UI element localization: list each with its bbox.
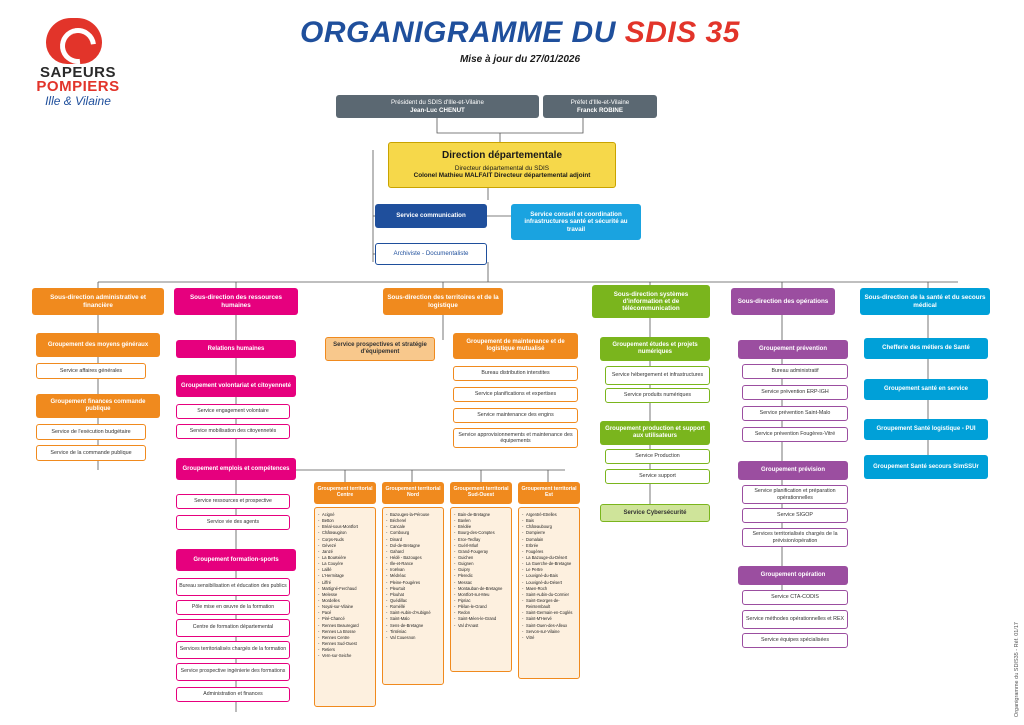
service-support[interactable]: Service support	[605, 469, 710, 484]
service-produits-numeriques[interactable]: Service produits numériques	[605, 388, 710, 403]
centre-formation-departemental[interactable]: Centre de formation départemental	[176, 619, 290, 637]
commune-item: - Louvigné-du-Bais	[522, 573, 576, 579]
commune-item: - Sens-de-Bretagne	[386, 623, 440, 629]
sidebar-item-sous-direction-territoires[interactable]: Sous-direction des territoires et de la logistique	[383, 288, 503, 315]
commune-item: - Guichen	[454, 555, 508, 561]
commune-item: - Médréac	[386, 573, 440, 579]
commune-item: - Laillé	[318, 567, 372, 573]
president-line2: Jean-Luc CHENUT	[410, 106, 465, 114]
commune-item: - Gahard	[386, 549, 440, 555]
commune-item: - Pipriac	[454, 598, 508, 604]
groupement-territorial-est-communes	[518, 507, 580, 679]
service-prevention-fougeres-vitre[interactable]: Service prévention Fougères-Vitré	[742, 427, 848, 442]
title-main: ORGANIGRAMME DU	[300, 16, 625, 49]
sidebar-item-sous-direction-rh[interactable]: Sous-direction des ressources humaines	[174, 288, 298, 315]
commune-item: - Combourg	[386, 530, 440, 536]
commune-item: - Plélan-le-Grand	[454, 604, 508, 610]
commune-item: - Pleurtuit	[386, 586, 440, 592]
groupement-moyens-generaux[interactable]: Groupement des moyens généraux	[36, 333, 160, 357]
service-cta-codis[interactable]: Service CTA-CODIS	[742, 590, 848, 605]
service-conseil-box: Service conseil et coordination infrastructures santé et sécurité au travail	[511, 204, 641, 240]
prefet-box	[543, 95, 657, 118]
commune-item: - Pleine-Fougères	[386, 580, 440, 586]
commune-item: - Dinard	[386, 537, 440, 543]
service-prospective-ingenierie[interactable]: Service prospective ingénierie des formations	[176, 663, 290, 681]
service-prospectives-strategie[interactable]: Service prospectives et stratégie d'équipement	[325, 337, 435, 361]
commune-item: - Melesse	[318, 592, 372, 598]
commune-item: - Piré-Chancé	[318, 616, 372, 622]
commune-item: - Châteaugiron	[318, 530, 372, 536]
chefferie-metiers-sante[interactable]: Chefferie des métiers de Santé	[864, 338, 988, 359]
commune-item: - Dompierre	[522, 530, 576, 536]
commune-item: - Bécherel	[386, 518, 440, 524]
commune-item: - Hédé - Bazouges	[386, 555, 440, 561]
prefet-line2: Franck ROBINE	[576, 106, 624, 114]
service-equipes-specialisees[interactable]: Service équipes spécialisées	[742, 633, 848, 648]
service-engagement-volontaire[interactable]: Service engagement volontaire	[176, 404, 290, 419]
sidebar-item-sous-direction-operations[interactable]: Sous-direction des opérations	[731, 288, 835, 315]
commune-item: - Acigné	[318, 512, 372, 518]
service-commande-publique[interactable]: Service de la commande publique	[36, 445, 146, 461]
commune-item: - Maen-Roch	[522, 586, 576, 592]
groupement-formation-sports[interactable]: Groupement formation-sports	[176, 549, 296, 571]
commune-item: - Saint-Malo	[386, 616, 440, 622]
commune-item: - Retiers	[318, 647, 372, 653]
commune-item: - Vitré	[522, 635, 576, 641]
sidebar-item-sous-direction-administrative[interactable]: Sous-direction administrative et financière	[32, 288, 164, 315]
groupement-sante-logistique-pui[interactable]: Groupement Santé logistique - PUI	[864, 419, 988, 440]
commune-item: - Dol-de-Bretagne	[386, 543, 440, 549]
flame-icon	[46, 18, 102, 64]
commune-item: - Ille-et-Rance	[386, 561, 440, 567]
commune-item: - Val d'Anast	[454, 623, 508, 629]
commune-item: - Cancale	[386, 524, 440, 530]
commune-item: - Rennes Sud-Ouest	[318, 641, 372, 647]
side-note: Organigramme du SDIS35 - Réf. 01/17	[1014, 621, 1020, 717]
service-hebergement-infrastructures[interactable]: Service hébergement et infrastructures	[605, 366, 710, 385]
president-line1: Président du SDIS d'Ille-et-Vilaine	[391, 99, 484, 107]
commune-item: - Guérl-Mlurl	[454, 543, 508, 549]
prefet-line1: Préfet d'Ille-et-Vilaine	[570, 99, 630, 107]
commune-item: - Quédillac	[386, 598, 440, 604]
service-methodes-operationnelles-rex[interactable]: Service méthodes opérationnelles et REX	[742, 610, 848, 629]
services-territorialises-formation[interactable]: Services territorialisés chargés de la formation	[176, 641, 290, 659]
commune-item: - Noyal-sur-Vilaine	[318, 604, 372, 610]
commune-item: - La Guerche-de-Bretagne	[522, 561, 576, 567]
page-title	[200, 16, 840, 65]
commune-item: - Domalain	[522, 537, 576, 543]
commune-item: - Erce-Tecllay	[454, 537, 508, 543]
logo-line2: POMPIERS	[36, 78, 120, 95]
commune-item: - Tinténiac	[386, 629, 440, 635]
commune-item: - Le Pertre	[522, 567, 576, 573]
commune-item: - Gévezé	[318, 543, 372, 549]
commune-item: - Bréal-sous-Montfort	[318, 524, 372, 530]
service-sigop[interactable]: Service SIGOP	[742, 508, 848, 523]
groupement-sante-secours-simssur[interactable]: Groupement Santé secours SimSSUr	[864, 455, 988, 479]
groupement-territorial-sud-ouest-header[interactable]: Groupement territorial Sud-Ouest	[450, 482, 512, 504]
commune-item: - La Couyère	[318, 561, 372, 567]
direction-line2: Colonel Mathieu MALFAIT Directeur départemental adjoint	[413, 172, 591, 180]
groupement-territorial-centre-header[interactable]: Groupement territorial Centre	[314, 482, 376, 504]
commune-item: - Montauban-de-Bretagne	[454, 586, 508, 592]
commune-item: - Saint-Aubin-du-Cormier	[522, 592, 576, 598]
commune-item: - Pacé	[318, 610, 372, 616]
commune-item: - Guipry	[454, 567, 508, 573]
commune-item: - Redon	[454, 610, 508, 616]
service-production[interactable]: Service Production	[605, 449, 710, 464]
sidebar-item-sous-direction-si[interactable]: Sous-direction systèmes d'information et de télécommunication	[592, 285, 710, 318]
archiviste-box: Archiviste - Documentaliste	[375, 243, 487, 265]
service-prevention-saint-malo[interactable]: Service prévention Saint-Malo	[742, 406, 848, 421]
commune-item: - Rennes La Brosse	[318, 629, 372, 635]
groupement-sante-en-service[interactable]: Groupement santé en service	[864, 379, 988, 400]
groupement-territorial-nord-header[interactable]: Groupement territorial Nord	[382, 482, 444, 504]
service-ressources-prospective[interactable]: Service ressources et prospective	[176, 494, 290, 509]
groupement-territorial-centre-communes	[314, 507, 376, 707]
commune-item: - Bourg-des-Comptes	[454, 530, 508, 536]
service-mobilisation-citoyennetes[interactable]: Service mobilisation des citoyennetés	[176, 424, 290, 439]
commune-item: - Bain-de-Bretagne	[454, 512, 508, 518]
sidebar-item-sous-direction-sante[interactable]: Sous-direction de la santé et du secours médical	[860, 288, 990, 315]
groupement-etudes-projets-numeriques[interactable]: Groupement études et projets numériques	[600, 337, 710, 361]
commune-item: - Pleredic	[454, 573, 508, 579]
commune-item: - Guignen	[454, 561, 508, 567]
direction-title: Direction départementale	[441, 150, 563, 162]
commune-item: - Janzé	[318, 549, 372, 555]
commune-item: - Bazouges-la-Pérouse	[386, 512, 440, 518]
title-accent: SDIS 35	[624, 16, 740, 49]
pole-mise-en-oeuvre-formation[interactable]: Pôle mise en œuvre de la formation	[176, 600, 290, 615]
commune-item: - L'Hermitage	[318, 573, 372, 579]
commune-item: - Saint-Aubin-d'Aubigné	[386, 610, 440, 616]
commune-item: - Fougères	[522, 549, 576, 555]
service-communication-box: Service communication	[375, 204, 487, 228]
service-affaires-generales[interactable]: Service affaires générales	[36, 363, 146, 379]
page-subtitle: Mise à jour du 27/01/2026	[459, 54, 581, 65]
commune-item: - Louvigné-du-Désert	[522, 580, 576, 586]
groupement-territorial-est-header[interactable]: Groupement territorial Est	[518, 482, 580, 504]
groupement-production-support[interactable]: Groupement production et support aux utilisateurs	[600, 421, 710, 445]
commune-item: - Brédée	[454, 524, 508, 530]
commune-item: - Saint-Ouen-des-Alleux	[522, 623, 576, 629]
direction-departementale-box	[388, 142, 616, 188]
groupement-prevention[interactable]: Groupement prévention	[738, 340, 848, 359]
commune-item: - La Bouëxière	[318, 555, 372, 561]
commune-item: - La Bazouge-du-Désert	[522, 555, 576, 561]
commune-item: - Erbrée	[522, 543, 576, 549]
commune-item: - Argentré-Etrelles	[522, 512, 576, 518]
service-planification-preparation-operationnelles[interactable]: Service planification et préparation opérationnelles	[742, 485, 848, 504]
service-execution-budgetaire[interactable]: Service de l'exécution budgétaire	[36, 424, 146, 440]
groupement-finances-commande-publique[interactable]: Groupement finances commande publique	[36, 394, 160, 418]
commune-item: - Plouhat	[386, 592, 440, 598]
service-vie-des-agents[interactable]: Service vie des agents	[176, 515, 290, 530]
commune-item: - Liffré	[318, 580, 372, 586]
bureau-distribution-interstites[interactable]: Bureau distribution interstites	[453, 366, 578, 381]
commune-item: - Bavlen	[454, 518, 508, 524]
commune-item: - Saint-Germain-en-Coglès	[522, 610, 576, 616]
groupement-territorial-sud-ouest-communes	[450, 507, 512, 672]
relations-humaines[interactable]: Relations humaines	[176, 340, 296, 358]
direction-line1: Directeur départemental du SDIS	[454, 164, 550, 172]
commune-item: - Rennes Beauregard	[318, 623, 372, 629]
sdis-logo	[18, 18, 138, 108]
services-territorialises-prevision-operation[interactable]: Services territorialisés chargés de la prévision/opération	[742, 528, 848, 547]
commune-item: - Messac	[454, 580, 508, 586]
commune-item: - Rennes Centre	[318, 635, 372, 641]
groupement-prevision[interactable]: Groupement prévision	[738, 461, 848, 480]
logo-line3: Ille & Vilaine	[45, 94, 111, 108]
commune-item: - Saint-Méen-le-Grand	[454, 616, 508, 622]
commune-item: - Montfort-sur-Meu	[454, 592, 508, 598]
bureau-administratif[interactable]: Bureau administratif	[742, 364, 848, 379]
commune-item: - Vern-sur-Seiche	[318, 653, 372, 659]
bureau-sensibilisation-education[interactable]: Bureau sensibilisation et éducation des publics	[176, 578, 290, 596]
commune-item: - Betton	[318, 518, 372, 524]
service-approvisionnements-maintenance[interactable]: Service approvisionnements et maintenance des équipements	[453, 428, 578, 448]
groupement-operation[interactable]: Groupement opération	[738, 566, 848, 585]
commune-item: - Corps-Nuds	[318, 537, 372, 543]
groupement-maintenance-logistique[interactable]: Groupement de maintenance et de logistique mutualisé	[453, 333, 578, 359]
commune-item: - Saint-Georges-de-Reintembault	[522, 598, 576, 610]
commune-item: - Saint-M'Hervé	[522, 616, 576, 622]
groupement-emplois-competences[interactable]: Groupement emplois et compétences	[176, 458, 296, 480]
administration-et-finances[interactable]: Administration et finances	[176, 687, 290, 702]
service-prevention-erp-igh[interactable]: Service prévention ERP-IGH	[742, 385, 848, 400]
commune-item: - Bais	[522, 518, 576, 524]
commune-item: - Martigné-Ferchaud	[318, 586, 372, 592]
service-maintenance-engins[interactable]: Service maintenance des engins	[453, 408, 578, 423]
commune-item: - Iroëlvan	[386, 567, 440, 573]
commune-item: - Mordelles	[318, 598, 372, 604]
commune-item: - Val Couesnon	[386, 635, 440, 641]
president-box	[336, 95, 539, 118]
groupement-volontariat-citoyennete[interactable]: Groupement volontariat et citoyenneté	[176, 375, 296, 397]
service-cybersecurite[interactable]: Service Cybersécurité	[600, 504, 710, 522]
commune-item: - Roméllé	[386, 604, 440, 610]
service-planifications-expertises[interactable]: Service planifications et expertises	[453, 387, 578, 402]
commune-item: - Grand-Fougeray	[454, 549, 508, 555]
logo-line1: SAPEURS	[39, 64, 117, 81]
commune-item: - Servon-sur-Vilaine	[522, 629, 576, 635]
commune-item: - Châteaubourg	[522, 524, 576, 530]
groupement-territorial-nord-communes	[382, 507, 444, 685]
